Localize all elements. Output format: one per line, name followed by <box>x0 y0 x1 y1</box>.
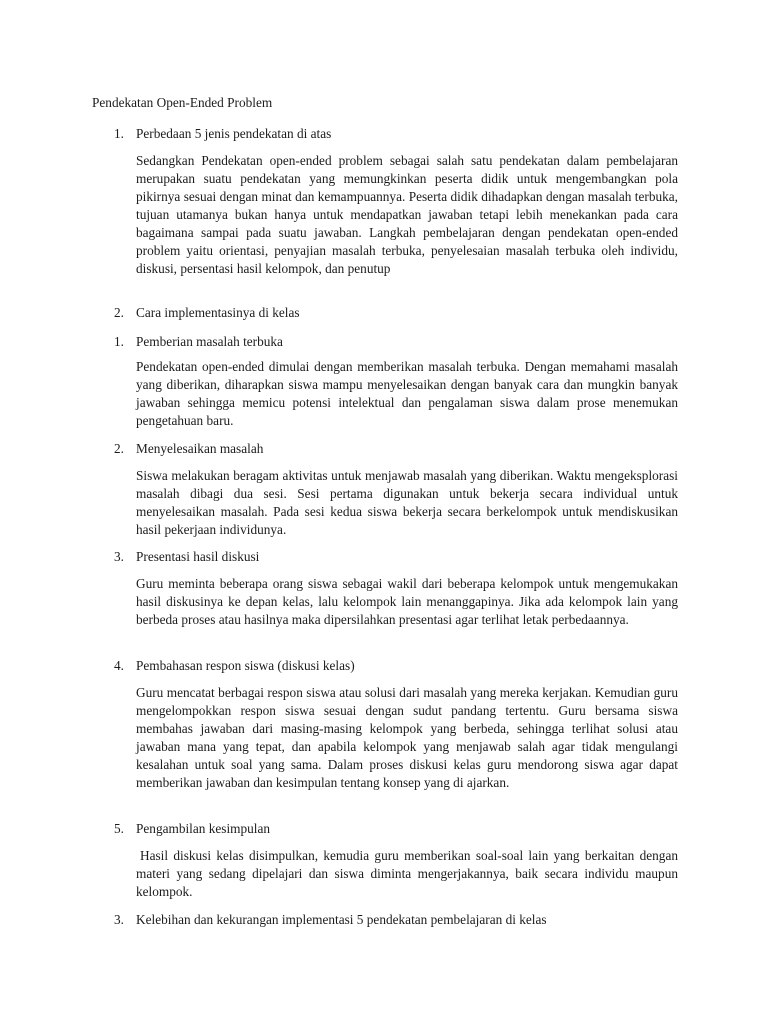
paragraph: Siswa melakukan beragam aktivitas untuk menjawab masalah yang diberikan. Waktu mengeksplorasi masalah dibagi dua sesi. Sesi pertama digunakan untuk bekerja secara individual untuk menyelesaikan masalah. Pada sesi kedua siswa bekerja secara berkelompok untuk mendiskusikan hasil pekerjaan individunya. <box>136 468 678 537</box>
list-heading: Menyelesaikan masalah <box>136 441 264 456</box>
list-number: 2. <box>114 305 124 320</box>
paragraph: Sedangkan Pendekatan open-ended problem sebagai salah satu pendekatan dalam pembelajaran merupakan suatu pendekatan yang memungkinkan peserta didik untuk mengembangkan pola pikirnya sesuai dengan minat dan kemampuannya. Peserta didik dihadapkan dengan masalah terbuka, tujuan utamanya bukan hanya untuk mendapatkan jawaban tetapi lebih menekankan pada cara bagaimana sampai pada suatu jawaban. Langkah pembelajaran dengan pendekatan open-ended problem yaitu orientasi, penyajian masalah terbuka, penyelesaian masalah terbuka oleh individu, diskusi, persentasi hasil kelompok, dan penutup <box>136 153 678 276</box>
list-heading: Cara implementasinya di kelas <box>136 305 300 320</box>
list-heading: Presentasi hasil diskusi <box>136 549 260 564</box>
list-number: 5. <box>114 821 124 836</box>
list-number: 1. <box>114 334 124 349</box>
paragraph: Guru mencatat berbagai respon siswa atau solusi dari masalah yang mereka kerjakan. Kemudian guru mengelompokkan respon siswa sesuai dengan sudut pandang tertentu. Guru bersama siswa membahas jawaban dari masing-masing kelompok yang berbeda, sehingga terlihat solusi atau jawaban mana yang tepat, dan apabila kelompok yang menjawab salah agar tidak mengulangi kesalahan untuk soal yang sama. Dalam proses diskusi kelas guru mendorong siswa agar dapat memberikan jawaban dan kesimpulan tentang konsep yang di ajarkan. <box>136 685 678 790</box>
list-heading: Pembahasan respon siswa (diskusi kelas) <box>136 658 355 673</box>
list-heading: Pemberian masalah terbuka <box>136 334 283 349</box>
list-number: 1. <box>114 126 124 141</box>
list-heading: Kelebihan dan kekurangan implementasi 5 pendekatan pembelajaran di kelas <box>136 912 547 927</box>
list-number: 2. <box>114 441 124 456</box>
list-number: 4. <box>114 658 124 673</box>
list-number: 3. <box>114 549 124 564</box>
list-heading: Perbedaan 5 jenis pendekatan di atas <box>136 126 332 141</box>
paragraph: Hasil diskusi kelas disimpulkan, kemudia guru memberikan soal-soal lain yang berkaitan dengan materi yang sedang dipelajari dan siswa diminta mengerjakannya, baik secara individu maupun kelompok. <box>136 848 678 899</box>
document-title: Pendekatan Open-Ended Problem <box>92 95 273 110</box>
paragraph: Guru meminta beberapa orang siswa sebagai wakil dari beberapa kelompok untuk mengemukakan hasil diskusinya ke depan kelas, lalu kelompok lain menanggapinya. Jika ada kelompok lain yang berbeda proses atau hasilnya maka dipersilahkan presentasi agar terlihat letak perbedaannya. <box>136 576 678 627</box>
paragraph: Pendekatan open-ended dimulai dengan memberikan masalah terbuka. Dengan memahami masalah yang diberikan, diharapkan siswa mampu menyelesaikan dengan banyak cara dan mungkin banyak jawaban sehingga memicu potensi intelektual dan pengalaman siswa dalam prose menemukan pengetahuan baru. <box>136 359 678 428</box>
list-number: 3. <box>114 912 124 927</box>
list-heading: Pengambilan kesimpulan <box>136 821 271 836</box>
